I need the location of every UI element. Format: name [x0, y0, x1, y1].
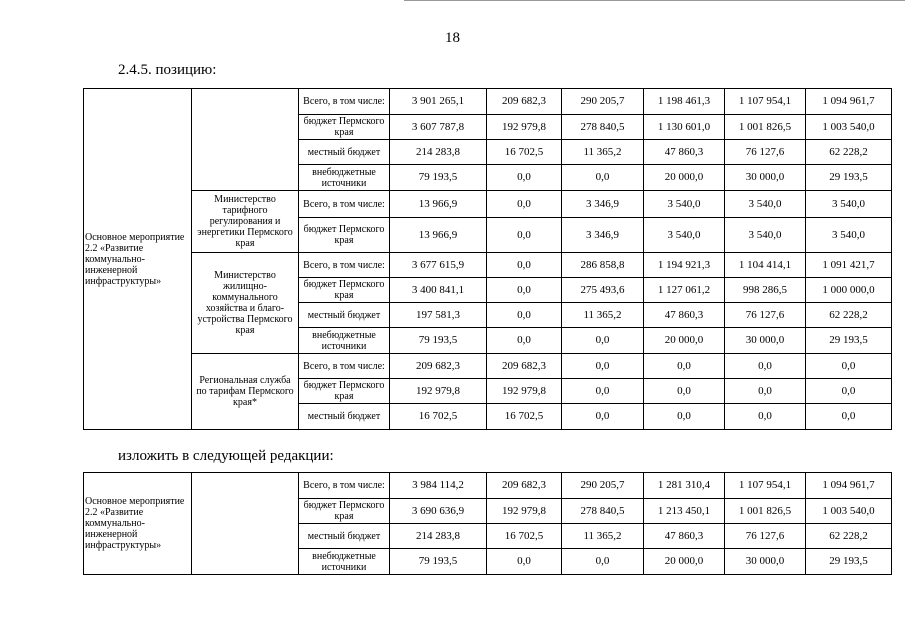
- value-cell: 3 540,0: [644, 218, 725, 253]
- value-cell: 1 198 461,3: [644, 89, 725, 115]
- value-cell: 30 000,0: [725, 328, 806, 354]
- value-cell: 1 213 450,1: [644, 499, 725, 524]
- page-top-border: [404, 0, 905, 1]
- funding-source-cell: Всего, в том числе:: [299, 473, 390, 499]
- value-cell: 20 000,0: [644, 328, 725, 354]
- new-edition-table: [83, 472, 892, 575]
- value-cell: 3 346,9: [562, 218, 644, 253]
- value-cell: 0,0: [806, 404, 892, 430]
- value-cell: 290 205,7: [562, 473, 644, 499]
- value-cell: 209 682,3: [390, 354, 487, 379]
- value-cell: 3 690 636,9: [390, 499, 487, 524]
- value-cell: 11 365,2: [562, 524, 644, 549]
- value-cell: 3 400 841,1: [390, 278, 487, 303]
- value-cell: 278 840,5: [562, 499, 644, 524]
- current-position-table: [83, 88, 892, 430]
- value-cell: 62 228,2: [806, 524, 892, 549]
- value-cell: 29 193,5: [806, 549, 892, 575]
- value-cell: 214 283,8: [390, 140, 487, 165]
- value-cell: 0,0: [562, 165, 644, 191]
- value-cell: 1 003 540,0: [806, 499, 892, 524]
- value-cell: 29 193,5: [806, 165, 892, 191]
- value-cell: 0,0: [562, 328, 644, 354]
- value-cell: 0,0: [725, 379, 806, 404]
- value-cell: 1 001 826,5: [725, 499, 806, 524]
- funding-source-cell: Всего, в том числе:: [299, 354, 390, 379]
- measure-name-cell: Основное мероприятие 2.2 «Развитие коммунально-инженерной инфраструктуры»: [84, 89, 192, 430]
- value-cell: 1 091 421,7: [806, 253, 892, 278]
- value-cell: 20 000,0: [644, 549, 725, 575]
- value-cell: 0,0: [487, 549, 562, 575]
- value-cell: 0,0: [487, 278, 562, 303]
- value-cell: 0,0: [644, 354, 725, 379]
- value-cell: 13 966,9: [390, 218, 487, 253]
- value-cell: 998 286,5: [725, 278, 806, 303]
- value-cell: 79 193,5: [390, 549, 487, 575]
- funding-source-cell: местный бюджет: [299, 140, 390, 165]
- value-cell: 275 493,6: [562, 278, 644, 303]
- value-cell: 0,0: [487, 303, 562, 328]
- value-cell: 0,0: [487, 191, 562, 218]
- value-cell: 3 540,0: [725, 191, 806, 218]
- funding-source-cell: бюджет Пермского края: [299, 218, 390, 253]
- value-cell: 79 193,5: [390, 328, 487, 354]
- value-cell: 0,0: [487, 165, 562, 191]
- value-cell: 209 682,3: [487, 473, 562, 499]
- value-cell: 1 107 954,1: [725, 89, 806, 115]
- value-cell: 0,0: [806, 354, 892, 379]
- value-cell: 76 127,6: [725, 524, 806, 549]
- value-cell: 1 001 826,5: [725, 115, 806, 140]
- value-cell: 20 000,0: [644, 165, 725, 191]
- value-cell: 1 094 961,7: [806, 89, 892, 115]
- value-cell: 0,0: [562, 404, 644, 430]
- value-cell: 3 677 615,9: [390, 253, 487, 278]
- value-cell: 0,0: [725, 354, 806, 379]
- value-cell: 192 979,8: [487, 115, 562, 140]
- value-cell: 1 104 414,1: [725, 253, 806, 278]
- funding-source-cell: бюджет Пермского края: [299, 499, 390, 524]
- value-cell: 47 860,3: [644, 303, 725, 328]
- value-cell: 192 979,8: [487, 499, 562, 524]
- value-cell: 192 979,8: [390, 379, 487, 404]
- value-cell: 0,0: [725, 404, 806, 430]
- page-number: 18: [445, 30, 460, 46]
- executor-cell: Министерство тарифного регулирования и энергетики Пермского края: [192, 191, 299, 253]
- value-cell: 192 979,8: [487, 379, 562, 404]
- value-cell: 1 127 061,2: [644, 278, 725, 303]
- funding-source-cell: бюджет Пермского края: [299, 379, 390, 404]
- value-cell: 76 127,6: [725, 140, 806, 165]
- value-cell: 0,0: [644, 379, 725, 404]
- funding-source-cell: Всего, в том числе:: [299, 253, 390, 278]
- caption-new-edition: изложить в следующей редакции:: [118, 448, 334, 464]
- table-row: [84, 89, 892, 115]
- value-cell: 3 984 114,2: [390, 473, 487, 499]
- funding-source-cell: внебюджетные источники: [299, 549, 390, 575]
- table-row: [84, 253, 892, 278]
- value-cell: 3 540,0: [725, 218, 806, 253]
- value-cell: 3 540,0: [806, 191, 892, 218]
- value-cell: 209 682,3: [487, 89, 562, 115]
- value-cell: 1 000 000,0: [806, 278, 892, 303]
- value-cell: 16 702,5: [487, 404, 562, 430]
- value-cell: 3 540,0: [806, 218, 892, 253]
- value-cell: 3 540,0: [644, 191, 725, 218]
- value-cell: 62 228,2: [806, 140, 892, 165]
- funding-source-cell: местный бюджет: [299, 303, 390, 328]
- value-cell: 13 966,9: [390, 191, 487, 218]
- value-cell: 3 607 787,8: [390, 115, 487, 140]
- value-cell: 1 194 921,3: [644, 253, 725, 278]
- value-cell: 1 003 540,0: [806, 115, 892, 140]
- value-cell: 29 193,5: [806, 328, 892, 354]
- funding-source-cell: местный бюджет: [299, 404, 390, 430]
- value-cell: 1 130 601,0: [644, 115, 725, 140]
- value-cell: 47 860,3: [644, 140, 725, 165]
- value-cell: 3 901 265,1: [390, 89, 487, 115]
- funding-source-cell: внебюджетные источники: [299, 165, 390, 191]
- value-cell: 1 094 961,7: [806, 473, 892, 499]
- value-cell: 214 283,8: [390, 524, 487, 549]
- value-cell: 30 000,0: [725, 549, 806, 575]
- value-cell: 79 193,5: [390, 165, 487, 191]
- value-cell: 76 127,6: [725, 303, 806, 328]
- funding-source-cell: бюджет Пермского края: [299, 278, 390, 303]
- caption-position: 2.4.5. позицию:: [118, 62, 217, 78]
- value-cell: 3 346,9: [562, 191, 644, 218]
- value-cell: 11 365,2: [562, 303, 644, 328]
- value-cell: 62 228,2: [806, 303, 892, 328]
- value-cell: 0,0: [562, 549, 644, 575]
- table-row: [84, 473, 892, 499]
- value-cell: 209 682,3: [487, 354, 562, 379]
- value-cell: 0,0: [644, 404, 725, 430]
- table-row: [84, 354, 892, 379]
- funding-source-cell: Всего, в том числе:: [299, 191, 390, 218]
- value-cell: 16 702,5: [487, 524, 562, 549]
- value-cell: 30 000,0: [725, 165, 806, 191]
- executor-cell: [192, 473, 299, 575]
- value-cell: 0,0: [562, 354, 644, 379]
- value-cell: 0,0: [562, 379, 644, 404]
- value-cell: 0,0: [487, 328, 562, 354]
- table-row: [84, 191, 892, 218]
- value-cell: 11 365,2: [562, 140, 644, 165]
- value-cell: 290 205,7: [562, 89, 644, 115]
- value-cell: 278 840,5: [562, 115, 644, 140]
- value-cell: 0,0: [487, 218, 562, 253]
- value-cell: 1 281 310,4: [644, 473, 725, 499]
- value-cell: 47 860,3: [644, 524, 725, 549]
- value-cell: 286 858,8: [562, 253, 644, 278]
- executor-cell: [192, 89, 299, 191]
- funding-source-cell: внебюджетные источники: [299, 328, 390, 354]
- funding-source-cell: бюджет Пермского края: [299, 115, 390, 140]
- value-cell: 1 107 954,1: [725, 473, 806, 499]
- measure-name-cell: Основное мероприятие 2.2 «Развитие коммунально-инженерной инфраструктуры»: [84, 473, 192, 575]
- value-cell: 16 702,5: [487, 140, 562, 165]
- executor-cell: Региональная служба по тарифам Пермского края*: [192, 354, 299, 430]
- value-cell: 0,0: [806, 379, 892, 404]
- value-cell: 0,0: [487, 253, 562, 278]
- funding-source-cell: Всего, в том числе:: [299, 89, 390, 115]
- value-cell: 16 702,5: [390, 404, 487, 430]
- value-cell: 197 581,3: [390, 303, 487, 328]
- executor-cell: Министерство жилищно-коммунального хозяйства и благо-устройства Пермского края: [192, 253, 299, 354]
- funding-source-cell: местный бюджет: [299, 524, 390, 549]
